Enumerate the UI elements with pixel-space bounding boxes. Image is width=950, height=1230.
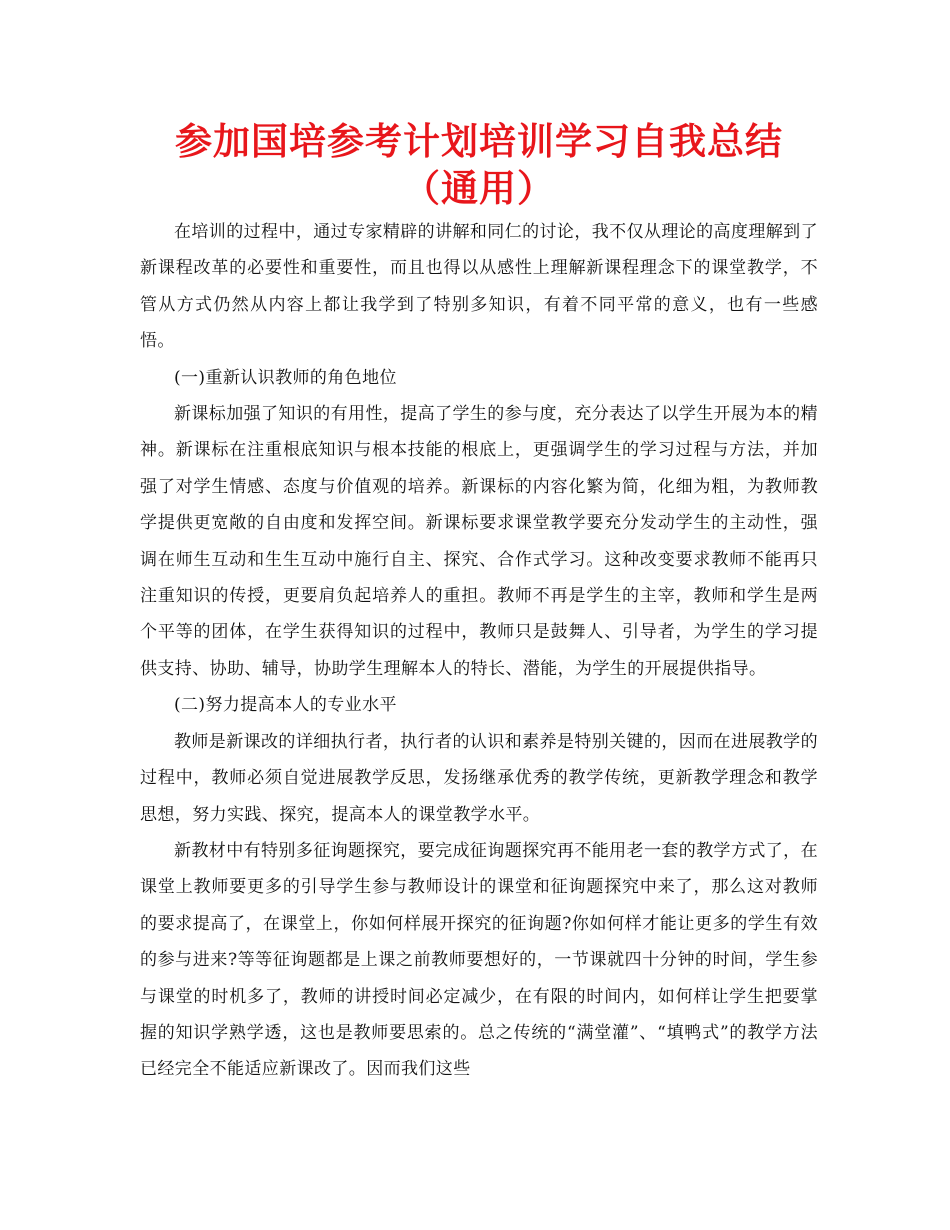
section-heading-2: (二)努力提高本人的专业水平	[174, 695, 397, 716]
intro-paragraph: 在培训的过程中，通过专家精辟的讲解和同仁的讨论，我不仅从理论的高度理解到了新课程改革的必要性和重要性，而且也得以从感性上理解新课程理念下的课堂教学，不管从方式仍然从内容上都让我学到了特别多知识，有着不同平常的意义，也有一些感悟。	[140, 222, 818, 352]
section-2-paragraph: 教师是新课改的详细执行者，执行者的认识和素养是特别关键的，因而在进展教学的过程中，教师必须自觉进展教学反思，发扬继承优秀的教学传统，更新教学理念和教学思想，努力实践、探究，提高本人的课堂教学水平。	[140, 731, 818, 825]
section-1-paragraph: 新课标加强了知识的有用性，提高了学生的参与度，充分表达了以学生开展为本的精神。新课标在注重根底知识与根本技能的根底上，更强调学生的学习过程与方法，并加强了对学生情感、态度与价值观的培养。新课标的内容化繁为简，化细为粗，为教师教学提供更宽敞的自由度和发挥空间。新课标要求课堂教学要充分发动学生的主动性，强调在师生互动和生生互动中施行自主、探究、合作式学习。这种改变要求教师不能再只注重知识的传授，更要肩负起培养人的重担。教师不再是学生的主宰，教师和学生是两个平等的团体，在学生获得知识的过程中，教师只是鼓舞人、引导者，为学生的学习提供支持、协助、辅导，协助学生理解本人的特长、潜能，为学生的开展提供指导。	[140, 404, 818, 679]
document-title: 参加国培参考计划培训学习自我总结（通用）	[175, 120, 783, 210]
section-heading-1: (一)重新认识教师的角色地位	[174, 367, 397, 388]
section-2-paragraph-2: 新教材中有特别多征询题探究，要完成征询题探究再不能用老一套的教学方式了，在课堂上教师要更多的引导学生参与教师设计的课堂和征询题探究中来了，那么这对教师的要求提高了，在课堂上，你如何样展开探究的征询题?你如何样才能让更多的学生有效的参与进来?等等征询题都是上课之前教师要想好的，一节课就四十分钟的时间，学生参与课堂的时机多了，教师的讲授时间必定减少，在有限的时间内，如何样让学生把要掌握的知识学熟学透，这也是教师要思索的。总之传统的“满堂灌”、“填鸭式”的教学方法已经完全不能适应新课改了。因而我们这些	[140, 840, 818, 1080]
